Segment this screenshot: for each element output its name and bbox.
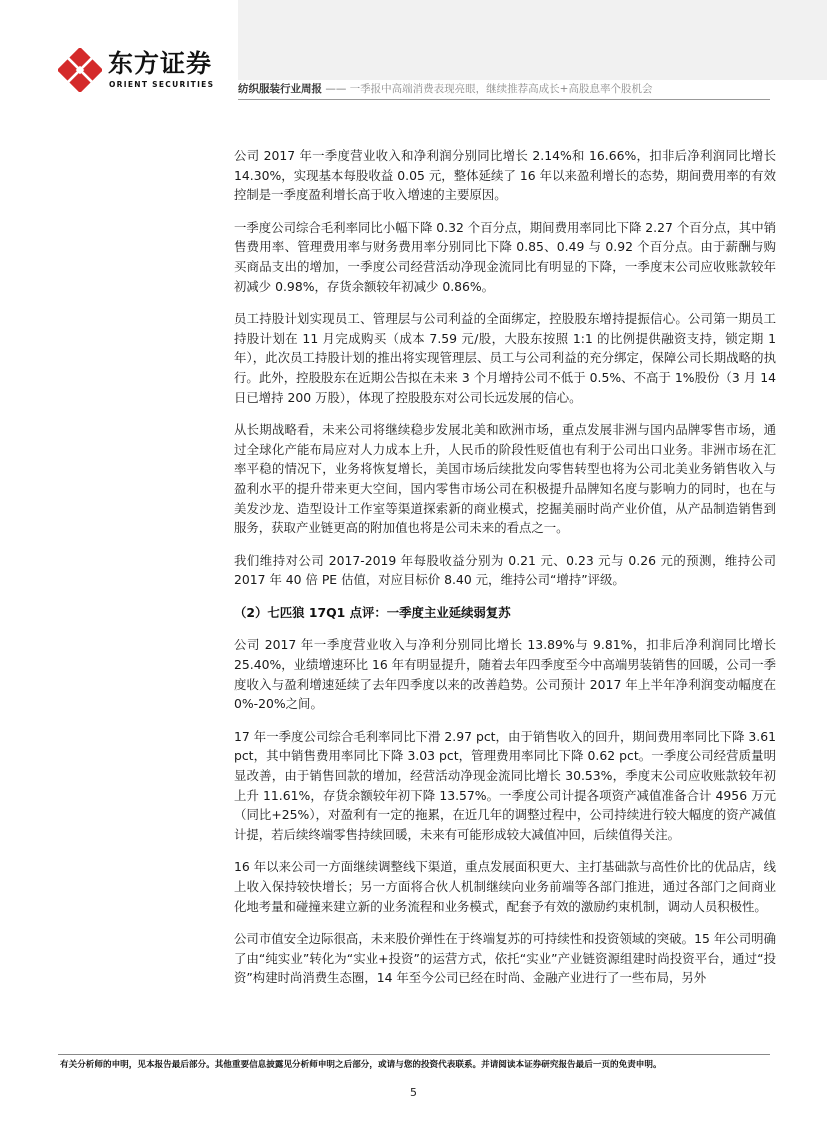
footer-divider bbox=[58, 1054, 770, 1055]
paragraph-septwolves-results: 公司 2017 年一季度营业收入与净利分别同比增长 13.89%与 9.81%，扣非后净利润同比增长 25.40%，业绩增速环比 16 年有明显提升，随着去年四季度至今中高端男装销售的回暖，公司一季度收入与盈利增速延续了去年四季度以来的改善趋势。公司预计 2017 年上半年净利润变动幅度在 0%-20%之间。 bbox=[234, 637, 776, 712]
paragraph-forecast-rating: 我们维持对公司 2017-2019 年每股收益分别为 0.21 元、0.23 元与 0.26 元的预测，维持公司 2017 年 40 倍 PE 估值，对应目标价 8.40 元，维持公司“增持”评级。 bbox=[234, 552, 776, 588]
paragraph-q1-results: 公司 2017 年一季度营业收入和净利润分别同比增长 2.14%和 16.66%，扣非后净利润同比增长 14.30%，实现基本每股收益 0.05 元，整体延续了 16 年以来盈利增长的态势，期间费用率的有效控制是一季度盈利增长高于收入增速的主要原因。 bbox=[234, 148, 776, 203]
paragraph-septwolves-margins: 17 年一季度公司综合毛利率同比下滑 2.97 pct，由于销售收入的回升，期间费用率同比下降 3.61 pct，其中销售费用率同比下降 3.03 pct，管理费用率同比下降 0.62 pct。一季度公司经营质量明显改善，由于销售回款的增加，经营活动净现金流同比增长 30.53%，季度末公司应收账款较年初上升 11.61%，存货余额较年初下降 13.57%。一季度公司计提各项资产减值准备合计 4956 万元（同比+25%），对盈利有一定的拖累，在近几年的调整过程中，公司持续进行较大幅度的资产减值计提，若后续终端零售持续回暖，未来有可能形成较大减值冲回，后续值得关注。 bbox=[234, 728, 776, 842]
header-divider bbox=[238, 99, 770, 100]
report-subtitle: 一季报中高端消费表现亮眼，继续推荐高成长+高股息率个股机会 bbox=[349, 83, 653, 95]
section-heading: （2）七匹狼 17Q1 点评：一季度主业延续弱复苏 bbox=[234, 604, 511, 620]
paragraph-septwolves-channels: 16 年以来公司一方面继续调整线下渠道，重点发展面积更大、主打基础款与高性价比的优品店，线上收入保持较快增长；另一方面将合伙人机制继续向业务前端等各部门推进，通过各部门之间商业化地考量和碰撞来建立新的业务流程和业务模式，配套予有效的激励约束机制，调动人员积极性。 bbox=[234, 859, 776, 914]
paragraph-employee-stock-plan: 员工持股计划实现员工、管理层与公司利益的全面绑定，控股股东增持提振信心。公司第一期员工持股计划在 11 月完成购买（成本 7.59 元/股，大股东按照 1:1 的比例提供融资支持，锁定期 1 年），此次员工持股计划的推出将实现管理层、员工与公司利益的充分绑定，保障公司长期战略的执行。此外，控股股东在近期公告拟在未来 3 个月增持公司不低于 0.5%、不高于 1%股份（3 月 14 日已增持 200 万股），体现了控股股东对公司长远发展的信心。 bbox=[234, 311, 776, 405]
header-background-band bbox=[238, 0, 827, 80]
footer-disclaimer: 有关分析师的申明，见本报告最后部分。其他重要信息披露见分析师申明之后部分，或请与您的投资代表联系。并请阅读本证券研究报告最后一页的免责申明。 bbox=[60, 1060, 662, 1070]
orient-logo-icon bbox=[58, 48, 102, 92]
report-category: 纺织服装行业周报 bbox=[238, 83, 322, 95]
page-number: 5 bbox=[410, 1086, 417, 1099]
logo-chinese-name: 东方证券 bbox=[108, 49, 213, 78]
company-logo bbox=[58, 48, 238, 94]
paragraph-long-term-strategy: 从长期战略看，未来公司将继续稳步发展北美和欧洲市场，重点发展非洲与国内品牌零售市场，通过全球化产能布局应对人力成本上升，人民币的阶段性贬值也有利于公司出口业务。非洲市场在汇率平稳的情况下，业务将恢复增长，美国市场后续批发向零售转型也将为公司北美业务销售收入与盈利水平的提升带来更大空间，国内零售市场公司在积极提升品牌知名度与影响力的同时，也在与美发沙龙、造型设计工作室等渠道探索新的商业模式，挖掘美丽时尚产业价值，从产品制造销售到服务，获取产业链更高的附加值也将是公司未来的看点之一。 bbox=[234, 422, 776, 536]
header-separator: —— bbox=[325, 83, 347, 95]
paragraph-septwolves-valuation: 公司市值安全边际很高，未来股价弹性在于终端复苏的可持续性和投资领域的突破。15 年公司明确了由“纯实业”转化为“实业+投资”的运营方式，依托“实业”产业链资源组建时尚投资平台，通过“投资”构建时尚消费生态圈，14 年至今公司已经在时尚、金融产业进行了一些布局，另外 bbox=[234, 931, 776, 986]
report-body bbox=[234, 146, 776, 1001]
running-header bbox=[238, 80, 770, 99]
logo-english-name: ORIENT SECURITIES bbox=[109, 80, 215, 89]
paragraph-margin-analysis: 一季度公司综合毛利率同比小幅下降 0.32 个百分点，期间费用率同比下降 2.27 个百分点，其中销售费用率、管理费用率与财务费用率分别同比下降 0.85、0.49 与 0.92 个百分点。由于薪酬与购买商品支出的增加，一季度公司经营活动净现金流同比有明显的下降，一季度末公司应收账款较年初减少 0.98%，存货余额较年初减少 0.86%。 bbox=[234, 219, 776, 294]
